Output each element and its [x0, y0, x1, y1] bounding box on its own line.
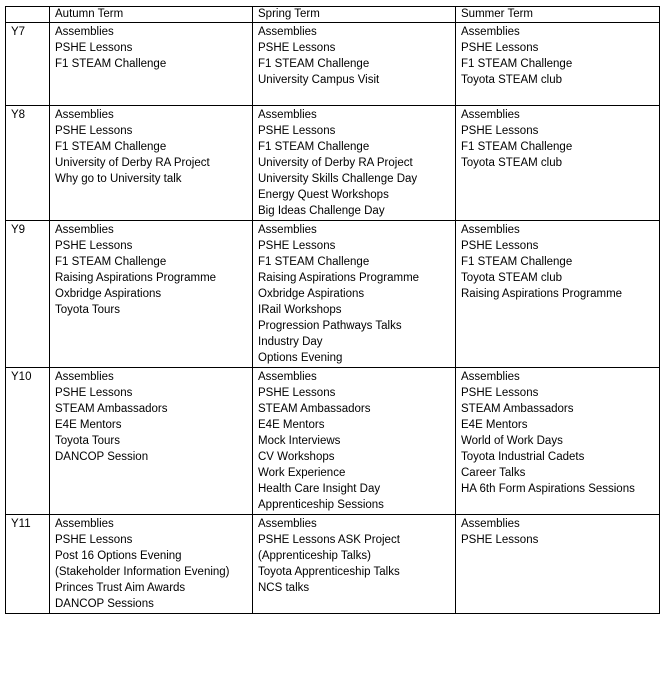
- activity-item: Mock Interviews: [258, 435, 341, 447]
- activity-item: PSHE Lessons: [55, 240, 133, 252]
- header-row: [6, 7, 660, 23]
- spring-cell: [253, 221, 456, 368]
- activity-item: Assemblies: [258, 518, 317, 530]
- year-label: Y11: [11, 518, 31, 530]
- activity-item: Princes Trust Aim Awards: [55, 582, 186, 594]
- activity-item: World of Work Days: [461, 435, 563, 447]
- activity-item: Raising Aspirations Programme: [258, 272, 420, 284]
- activity-item: Big Ideas Challenge Day: [258, 205, 385, 217]
- activity-item: PSHE Lessons: [55, 42, 133, 54]
- activity-item: Toyota STEAM club: [461, 272, 562, 284]
- activity-item: Assemblies: [461, 26, 520, 38]
- activity-item: Toyota STEAM club: [461, 157, 562, 169]
- year-cell: [6, 515, 50, 614]
- activity-item: Toyota STEAM club: [461, 74, 562, 86]
- year-cell: [6, 106, 50, 221]
- autumn-cell: [50, 23, 253, 106]
- activity-item: IRail Workshops: [258, 304, 342, 316]
- activity-item: Assemblies: [461, 518, 520, 530]
- activity-item: PSHE Lessons: [55, 125, 133, 137]
- activity-item: Assemblies: [461, 109, 520, 121]
- activity-item: STEAM Ambassadors: [55, 403, 168, 415]
- summer-cell: [456, 221, 660, 368]
- activity-item: PSHE Lessons: [258, 240, 336, 252]
- header-summer-term: Summer Term: [456, 7, 660, 23]
- summer-cell: [456, 515, 660, 614]
- activity-item: F1 STEAM Challenge: [461, 58, 573, 70]
- header-spring-term: Spring Term: [253, 7, 456, 23]
- activity-item: University Skills Challenge Day: [258, 173, 418, 185]
- activity-item: DANCOP Sessions: [55, 598, 154, 610]
- activity-item: Assemblies: [55, 109, 114, 121]
- activity-item: Assemblies: [55, 224, 114, 236]
- activity-item: Health Care Insight Day: [258, 483, 381, 495]
- activity-item: F1 STEAM Challenge: [258, 256, 370, 268]
- activity-item: NCS talks: [258, 582, 310, 594]
- activity-item: Assemblies: [258, 224, 317, 236]
- careers-plan-table: [5, 6, 660, 614]
- year-label: Y10: [11, 371, 32, 383]
- activity-item: Oxbridge Aspirations: [258, 288, 365, 300]
- activity-item: (Apprenticeship Talks): [258, 550, 371, 562]
- header-year: [6, 7, 50, 23]
- activity-item: Post 16 Options Evening: [55, 550, 182, 562]
- activity-item: PSHE Lessons ASK Project: [258, 534, 400, 546]
- activity-item: PSHE Lessons: [258, 42, 336, 54]
- activity-item: PSHE Lessons: [461, 534, 539, 546]
- year-label: Y9: [11, 224, 26, 236]
- activity-item: Assemblies: [461, 371, 520, 383]
- activity-item: CV Workshops: [258, 451, 335, 463]
- activity-item: (Stakeholder Information Evening): [55, 566, 230, 578]
- activity-item: PSHE Lessons: [461, 240, 539, 252]
- activity-item: Toyota Tours: [55, 304, 120, 316]
- autumn-cell: [50, 368, 253, 515]
- summer-cell: [456, 106, 660, 221]
- activity-item: University of Derby RA Project: [258, 157, 413, 169]
- activity-item: Raising Aspirations Programme: [461, 288, 623, 300]
- activity-item: Industry Day: [258, 336, 323, 348]
- activity-item: F1 STEAM Challenge: [55, 58, 167, 70]
- activity-item: F1 STEAM Challenge: [461, 256, 573, 268]
- summer-cell: [456, 368, 660, 515]
- spring-cell: [253, 368, 456, 515]
- activity-item: Assemblies: [55, 371, 114, 383]
- activity-item: Apprenticeship Sessions: [258, 499, 384, 511]
- table-row: [6, 368, 660, 515]
- activity-item: Why go to University talk: [55, 173, 182, 185]
- activity-item: F1 STEAM Challenge: [55, 141, 167, 153]
- activity-item: PSHE Lessons: [258, 387, 336, 399]
- activity-item: F1 STEAM Challenge: [461, 141, 573, 153]
- activity-item: Energy Quest Workshops: [258, 189, 389, 201]
- activity-item: HA 6th Form Aspirations Sessions: [461, 483, 635, 495]
- activity-item: PSHE Lessons: [258, 125, 336, 137]
- spring-cell: [253, 515, 456, 614]
- table-row: [6, 515, 660, 614]
- activity-item: University Campus Visit: [258, 74, 380, 86]
- activity-item: Raising Aspirations Programme: [55, 272, 217, 284]
- table-row: [6, 221, 660, 368]
- activity-item: F1 STEAM Challenge: [258, 141, 370, 153]
- spring-cell: [253, 106, 456, 221]
- activity-item: Assemblies: [55, 26, 114, 38]
- summer-cell: [456, 23, 660, 106]
- table-row: [6, 106, 660, 221]
- activity-item: Assemblies: [461, 224, 520, 236]
- year-label: Y7: [11, 26, 26, 38]
- activity-item: Assemblies: [258, 371, 317, 383]
- activity-item: University of Derby RA Project: [55, 157, 210, 169]
- activity-item: PSHE Lessons: [55, 387, 133, 399]
- activity-item: PSHE Lessons: [55, 534, 133, 546]
- year-cell: [6, 221, 50, 368]
- activity-item: STEAM Ambassadors: [258, 403, 371, 415]
- year-cell: [6, 368, 50, 515]
- activity-item: PSHE Lessons: [461, 387, 539, 399]
- activity-item: F1 STEAM Challenge: [258, 58, 370, 70]
- spring-cell: [253, 23, 456, 106]
- activity-item: Oxbridge Aspirations: [55, 288, 162, 300]
- activity-item: Toyota Apprenticeship Talks: [258, 566, 400, 578]
- activity-item: E4E Mentors: [258, 419, 325, 431]
- activity-item: STEAM Ambassadors: [461, 403, 574, 415]
- autumn-cell: [50, 106, 253, 221]
- activity-item: E4E Mentors: [55, 419, 122, 431]
- autumn-cell: [50, 221, 253, 368]
- activity-item: PSHE Lessons: [461, 125, 539, 137]
- activity-item: Options Evening: [258, 352, 343, 364]
- year-label: Y8: [11, 109, 26, 121]
- activity-item: Assemblies: [258, 26, 317, 38]
- year-cell: [6, 23, 50, 106]
- activity-item: Assemblies: [55, 518, 114, 530]
- activity-item: DANCOP Session: [55, 451, 149, 463]
- activity-item: Assemblies: [258, 109, 317, 121]
- activity-item: Toyota Industrial Cadets: [461, 451, 585, 463]
- activity-item: F1 STEAM Challenge: [55, 256, 167, 268]
- activity-item: E4E Mentors: [461, 419, 528, 431]
- autumn-cell: [50, 515, 253, 614]
- table-row: [6, 23, 660, 106]
- header-autumn-term: Autumn Term: [50, 7, 253, 23]
- activity-item: PSHE Lessons: [461, 42, 539, 54]
- activity-item: Progression Pathways Talks: [258, 320, 402, 332]
- activity-item: Toyota Tours: [55, 435, 120, 447]
- activity-item: Career Talks: [461, 467, 526, 479]
- activity-item: Work Experience: [258, 467, 346, 479]
